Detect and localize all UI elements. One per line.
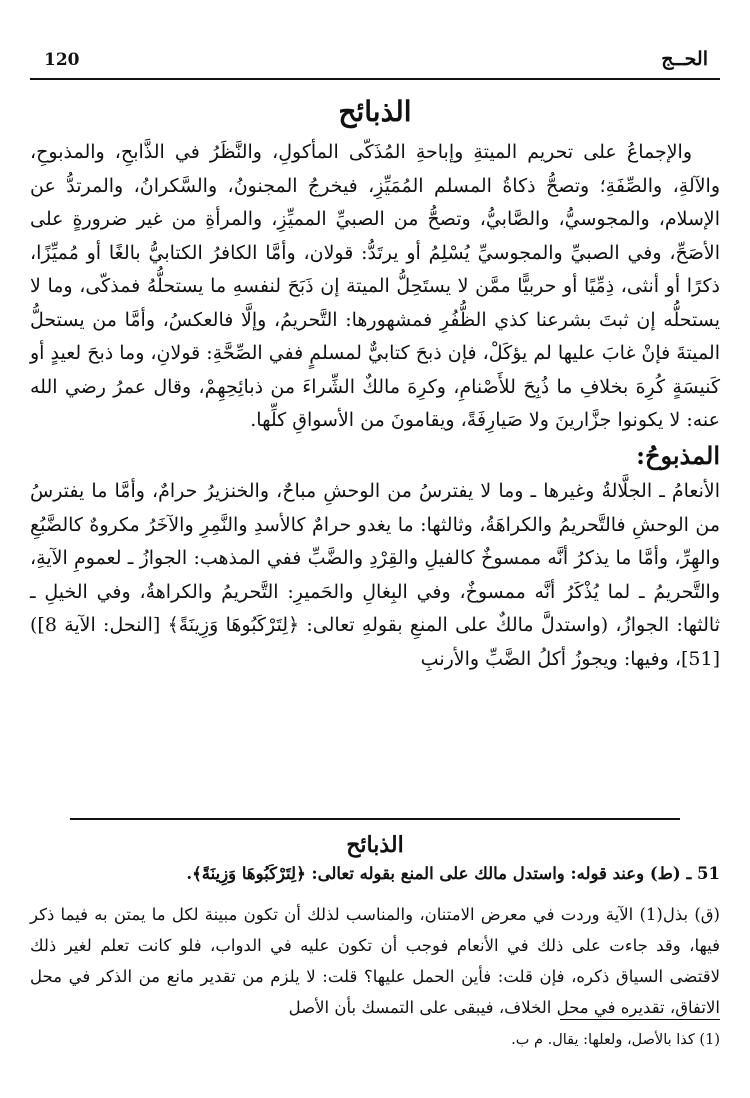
- main-text: [30, 80, 720, 676]
- page-number: 120: [44, 50, 80, 70]
- commentary-paragraph: (ق) بذل(1) الآية وردت في معرض الامتنان، والمناسب لذلك أن تكون مبينة لكل ما يمتن به فيما ذكر فيها، وقد جاءت على ذلك في الأنعام فوجب أن تكون عليه في الدواب، فلو كانت تعلم لغير ذلك لاقتضى السياق ذكره، فإن قلت: فأين الحمل عليها؟ قلت: لا يلزم من تقدير مانع من الذكر في محل الاتفاق، تقديره في محل الخلاف، فيبقى على التمسك بأن الأصل: [30, 904, 720, 1017]
- footnote: (1) كذا بالأصل، ولعلها: يقال. م ب.: [511, 1032, 720, 1048]
- commentary-entry: 51 ـ (ط) وعند قوله: واستدل مالك على المنع بقوله تعالى: ﴿لِتَرْكَبُوهَا وَزِينَةً﴾.: [186, 864, 720, 883]
- running-head: الحــج: [661, 48, 708, 70]
- commentary-section: [30, 826, 720, 1023]
- commentary-divider: [70, 818, 680, 820]
- commentary-title: الذبائح: [346, 832, 404, 858]
- paragraph-slaughterer: والإجماعُ على تحريم الميتةِ وإباحةِ المُذَكّى المأكولِ، والنَّظَرُ في الذَّابحِ، والمذبوحِ، والآلةِ، والصِّفَةِ؛ وتصحُّ ذكاةُ المسلم المُمَيِّزِ، فيخرجُ المجنونُ، والسَّكرانُ، والمرتدُّ عن الإسلام، والمجوسيُّ، والصَّابيُّ، وتصحُّ من الصبيِّ المميِّزِ، والمرأةِ من غير ضرورةٍ على الأصَحِّ، وفي الصبيِّ والمجوسيِّ يُسْلِمُ أو يرتَدُّ: قولان، وأمَّا الكافرُ الكتابيُّ بالغًا أو مُميِّزًا، ذكرًا أو أنثى، ذِمِّيًا أو حربيًّا ممَّن لا يستَحِلُّ الميتة إن ذَبَحَ لنفسهِ ما يستحلُّهُ فمذكّى، وما لا يستحلُّه إن ثبتَ بشرعنا كذي الظُّفُرِ فمشهورها: التَّحريمُ، وإلَّا فالعكسُ، وأمَّا من يستحلُّ الميتةَ فإنْ غابَ عليها لم يؤكَلْ، فإن ذبحَ كتابيٌّ لمسلمٍ ففي الصِّحَّةِ: قولانِ، وما ذبحَ لعيدٍ أو كَنيسَةٍ كُرِهَ بخلافِ ما ذُبِحَ للأَصْنامِ، وكرِهَ مالكٌ الشِّراءَ من ذبائِحِهِمْ، وقال عمرُ رضي الله عنه: لا يكونوا جزَّارينَ ولا صَيارِفَةً، ويقامونَ من الأسواقِ كلِّها.: [30, 141, 720, 432]
- paragraph-slaughtered: الأنعامُ ـ الجلَّالةُ وغيرها ـ وما لا يفترسُ من الوحشِ مباحٌ، والخنزيرُ حرامٌ، وأمَّا ما يفترسُ من الوحشِ فالتَّحريمُ والكراهَةُ، وثالثها: ما يغدو حرامٌ كالأسدِ والنَّمِرِ والآخَرُ مكروهٌ كالضَّبُعِ والهِرِّ، وأمَّا ما يذكرُ أنَّه ممسوخٌ كالفيلِ والقِرْدِ والضَّبِّ ففي المذهب: الجوازُ ـ لعمومِ الآيةِ، والتَّحريمُ ـ لما يُذْكَرُ أنَّه ممسوخٌ، وفي البِغالِ والحَميرِ: التَّحريمُ والكراهةُ، وفي الخيلِ ـ ثالثها: الجوازُ، (واستدلَّ مالكٌ على المنعِ بقولهِ تعالى: ﴿لِتَرْكَبُوهَا وَزِينَةً﴾ [النحل: الآية 8])[51]، وفيها: ويجوزُ أكلُ الضَّبِّ والأرنبِ: [30, 480, 720, 670]
- subheading-slaughtered: المذبوحُ:: [636, 440, 720, 470]
- section-title: الذبائح: [338, 95, 412, 128]
- footnote-rule: [560, 1019, 720, 1020]
- page-header: [30, 46, 720, 80]
